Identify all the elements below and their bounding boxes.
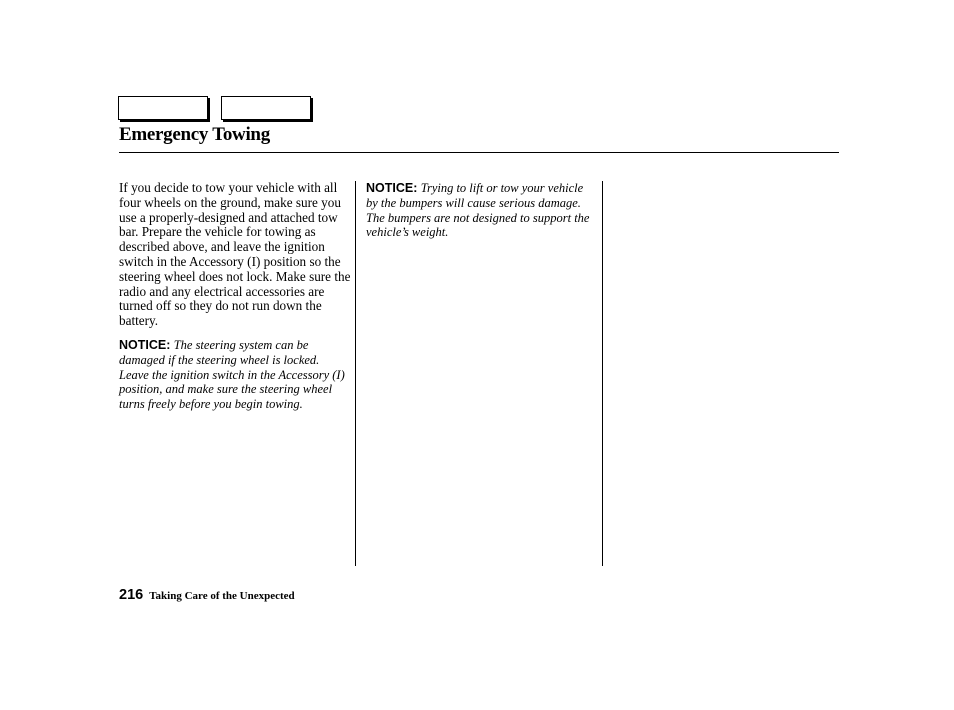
nav-back-button[interactable] [118,96,208,120]
page-footer [119,586,295,604]
title-rule [119,152,839,153]
page-number: 216 [119,587,144,603]
section-name: Taking Care of the Unexpected [149,590,295,602]
notice-paragraph [119,338,351,412]
column-divider [355,181,356,566]
notice-text: The steering system can be damaged if the steering wheel is locked. Leave the ignition switch in the Accessory (I) position, and make sure the steering wheel turns freely before you begin towing. [119,337,345,412]
notice-text: Trying to lift or tow your vehicle by the bumpers will cause serious damage. The bumpers are not designed to support the vehicle’s weight. [366,181,590,240]
left-column [119,181,351,412]
notice-paragraph [366,181,598,240]
column-divider [602,181,603,566]
notice-label: NOTICE: [119,337,171,352]
page-title: Emergency Towing [119,124,270,145]
middle-column [366,181,598,240]
body-paragraph: If you decide to tow your vehicle with all four wheels on the ground, make sure you use a properly-designed and attached tow bar. Prepare the vehicle for towing as described above, and leave the ignition switch in the Accessory (I) position so the steering wheel does not lock. Make sure the radio and any electrical accessories are turned off so they do not run down the battery. [119,180,351,329]
nav-forward-button[interactable] [221,96,311,120]
notice-label: NOTICE: [366,181,418,195]
